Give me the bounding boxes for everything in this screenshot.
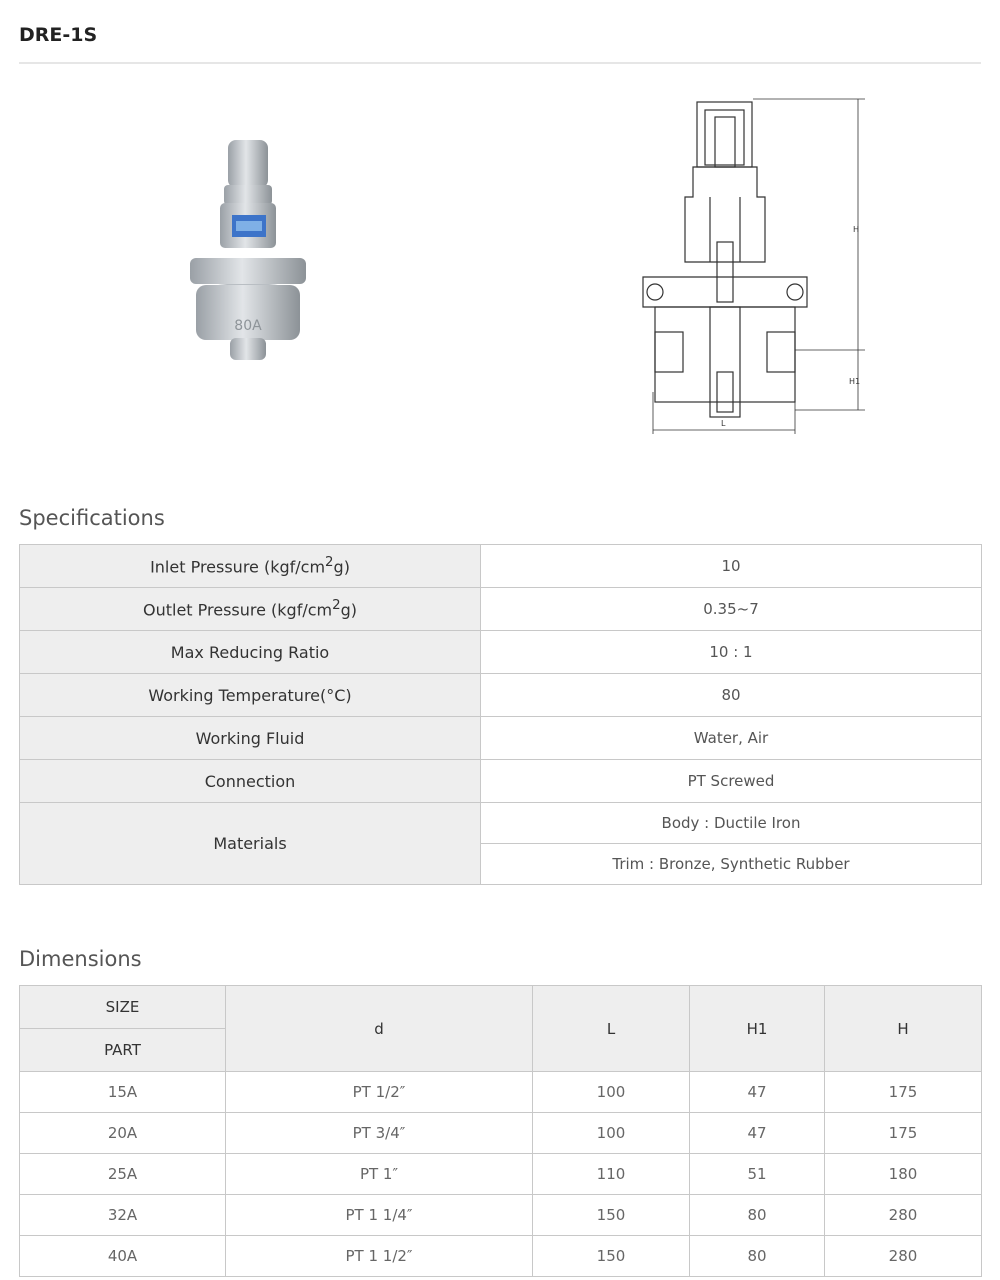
drawing-label-h: H (853, 225, 860, 234)
spec-label: Outlet Pressure $(kgf/cm^2g)$ (20, 588, 481, 631)
dimensions-heading: Dimensions (19, 947, 142, 971)
header-l: L (533, 986, 690, 1072)
cell-l: 100 (533, 1113, 690, 1154)
cell-h1: 47 (690, 1072, 825, 1113)
cell-size: 40A (20, 1236, 226, 1277)
spec-label: Working Fluid (20, 717, 481, 760)
cell-h: 280 (825, 1195, 982, 1236)
spec-label: Working Temperature(°C) (20, 674, 481, 717)
spec-row (20, 760, 982, 803)
spec-value: Water, Air (481, 717, 982, 760)
title-divider (19, 62, 981, 64)
cell-d: PT 1 1/2″ (226, 1236, 533, 1277)
cell-l: 150 (533, 1195, 690, 1236)
spec-row (20, 717, 982, 760)
header-size: SIZE (20, 986, 226, 1029)
dimensions-table (19, 985, 982, 1277)
spec-row (20, 588, 982, 631)
spec-value-trim: Trim : Bronze, Synthetic Rubber (481, 844, 982, 885)
spec-value: 0.35~7 (481, 588, 982, 631)
header-part: PART (20, 1029, 226, 1072)
specifications-heading: Specifications (19, 506, 165, 530)
product-photo (180, 130, 320, 380)
table-row (20, 1072, 982, 1113)
cast-marking: 80A (234, 318, 262, 334)
header-h1: H1 (690, 986, 825, 1072)
spec-label: Max Reducing Ratio (20, 631, 481, 674)
drawing-label-l: L (721, 419, 726, 428)
dimensions-header-row (20, 986, 982, 1029)
specifications-table (19, 544, 982, 885)
cell-h: 180 (825, 1154, 982, 1195)
table-row (20, 1195, 982, 1236)
cell-d: PT 1″ (226, 1154, 533, 1195)
spec-value-body: Body : Ductile Iron (481, 803, 982, 844)
cell-h: 280 (825, 1236, 982, 1277)
spec-value: 10 : 1 (481, 631, 982, 674)
spec-value: PT Screwed (481, 760, 982, 803)
cell-l: 150 (533, 1236, 690, 1277)
spec-label-materials: Materials (20, 803, 481, 885)
table-row (20, 1154, 982, 1195)
product-title: DRE-1S (19, 24, 98, 46)
cell-size: 20A (20, 1113, 226, 1154)
cell-l: 110 (533, 1154, 690, 1195)
cell-size: 32A (20, 1195, 226, 1236)
cell-size: 25A (20, 1154, 226, 1195)
header-d: d (226, 986, 533, 1072)
spec-row-materials (20, 803, 982, 844)
header-h: H (825, 986, 982, 1072)
cell-l: 100 (533, 1072, 690, 1113)
cell-d: PT 3/4″ (226, 1113, 533, 1154)
dimension-drawing (625, 92, 875, 437)
cell-h1: 47 (690, 1113, 825, 1154)
drawing-label-h1: H1 (849, 377, 861, 386)
cell-h: 175 (825, 1113, 982, 1154)
cell-h1: 80 (690, 1195, 825, 1236)
cell-d: PT 1 1/4″ (226, 1195, 533, 1236)
cell-d: PT 1/2″ (226, 1072, 533, 1113)
table-row (20, 1236, 982, 1277)
spec-label: Inlet Pressure $(kgf/cm^2g)$ (20, 545, 481, 588)
spec-label: Connection (20, 760, 481, 803)
spec-value: 10 (481, 545, 982, 588)
cell-size: 15A (20, 1072, 226, 1113)
spec-row (20, 545, 982, 588)
table-row (20, 1113, 982, 1154)
cell-h1: 51 (690, 1154, 825, 1195)
spec-value: 80 (481, 674, 982, 717)
cell-h1: 80 (690, 1236, 825, 1277)
spec-row (20, 674, 982, 717)
spec-row (20, 631, 982, 674)
cell-h: 175 (825, 1072, 982, 1113)
